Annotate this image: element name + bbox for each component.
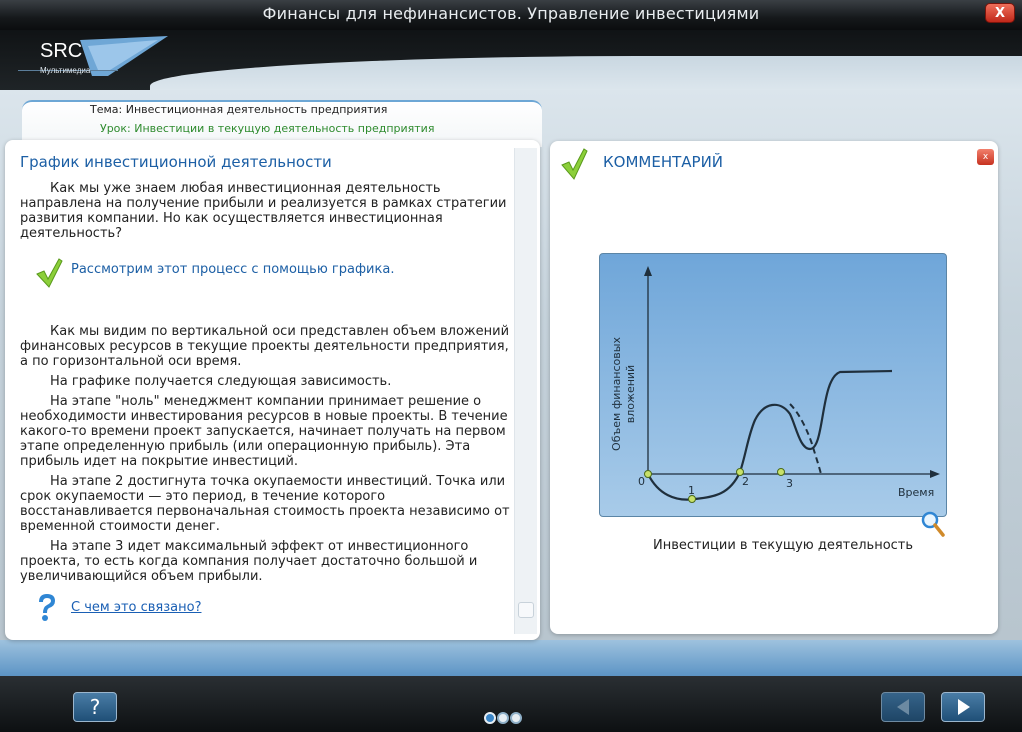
stage-label-1: 1 xyxy=(688,484,695,497)
comment-title: КОММЕНТАРИЙ xyxy=(603,153,724,171)
x-axis-arrow xyxy=(930,470,940,478)
question-link[interactable]: С чем это связано? xyxy=(71,600,202,615)
stage-label-2: 2 xyxy=(742,475,749,488)
question-mark-icon xyxy=(30,592,62,626)
investment-chart xyxy=(600,254,946,516)
comment-close-button[interactable]: x xyxy=(977,149,994,165)
paragraph-stage-two: На этапе 2 достигнута точка окупаемости инвестиций. Точка или срок окупаемости — это период, в течение которого восстанавливается первоначальная стоимость проекта независимо от временной стоимости денег. xyxy=(20,474,510,534)
stage-point-3 xyxy=(778,469,785,476)
lesson-label: Урок: Инвестиции в текущую деятельность предприятия xyxy=(100,122,435,135)
arrow-right-icon xyxy=(942,693,984,721)
forward-button[interactable] xyxy=(941,692,985,722)
paragraph-dependency: На графике получается следующая зависимость. xyxy=(50,374,392,389)
logo-subtitle: Мультимедиа xyxy=(40,66,91,75)
page-indicator xyxy=(484,709,523,728)
arrow-left-icon xyxy=(882,693,924,721)
window-close-button[interactable]: X xyxy=(985,3,1015,23)
back-button[interactable] xyxy=(881,692,925,722)
check-icon xyxy=(35,257,63,289)
topic-label: Тема: Инвестиционная деятельность предприятия xyxy=(90,103,388,116)
window-title: Финансы для нефинансистов. Управление инвестициями xyxy=(262,4,760,23)
scrollbar-thumb[interactable] xyxy=(518,602,534,618)
header-swoosh xyxy=(150,56,1022,90)
help-button[interactable]: ? xyxy=(73,692,117,722)
highlight-text: Рассмотрим этот процесс с помощью графика. xyxy=(71,262,395,277)
y-axis-label-line2: вложений xyxy=(624,364,637,424)
content-heading: График инвестиционной деятельности xyxy=(20,153,332,171)
main-curve xyxy=(648,371,892,500)
check-icon xyxy=(560,147,588,181)
chart-area xyxy=(599,253,947,517)
stage-point-0 xyxy=(645,471,652,478)
dashed-curve xyxy=(790,404,821,474)
paragraph-stage-three: На этапе 3 идет максимальный эффект от инвестиционного проекта, то есть когда компания получает достаточно большой и увеличивающийся объем прибыли. xyxy=(20,539,478,584)
page-dot-2[interactable] xyxy=(497,712,509,724)
x-axis-label: Время xyxy=(898,486,935,499)
y-axis-arrow xyxy=(644,266,652,276)
page-dot-1[interactable] xyxy=(484,712,496,724)
bottom-blue-band xyxy=(0,640,1022,676)
paragraph-stage-zero: На этапе "ноль" менеджмент компании принимает решение о необходимости инвестирования ресурсов в новые проекты. В течение какого-то времени проект запускается, начинает получать на первом этапе определенную прибыль (или операционную прибыль). Эта прибыль идет на покрытие инвестиций. xyxy=(20,394,508,469)
stage-label-3: 3 xyxy=(786,477,793,490)
stage-label-0: 0 xyxy=(638,475,645,488)
y-axis-label-line1: Объем финансовых xyxy=(610,337,623,451)
paragraph-intro: Как мы уже знаем любая инвестиционная деятельность направлена на получение прибыли и реализуется в рамках стратегии развития компании. Но как осуществляется инвестиционная деятельность? xyxy=(20,181,507,241)
logo-name: SRC xyxy=(40,40,83,62)
chart-caption: Инвестиции в текущую деятельность xyxy=(653,538,914,553)
paragraph-axes: Как мы видим по вертикальной оси представлен объем вложений финансовых ресурсов в текущие проекты деятельности предприятия, а по горизонтальной оси время. xyxy=(20,324,510,369)
magnifier-icon[interactable] xyxy=(920,510,946,538)
page-dot-3[interactable] xyxy=(510,712,522,724)
